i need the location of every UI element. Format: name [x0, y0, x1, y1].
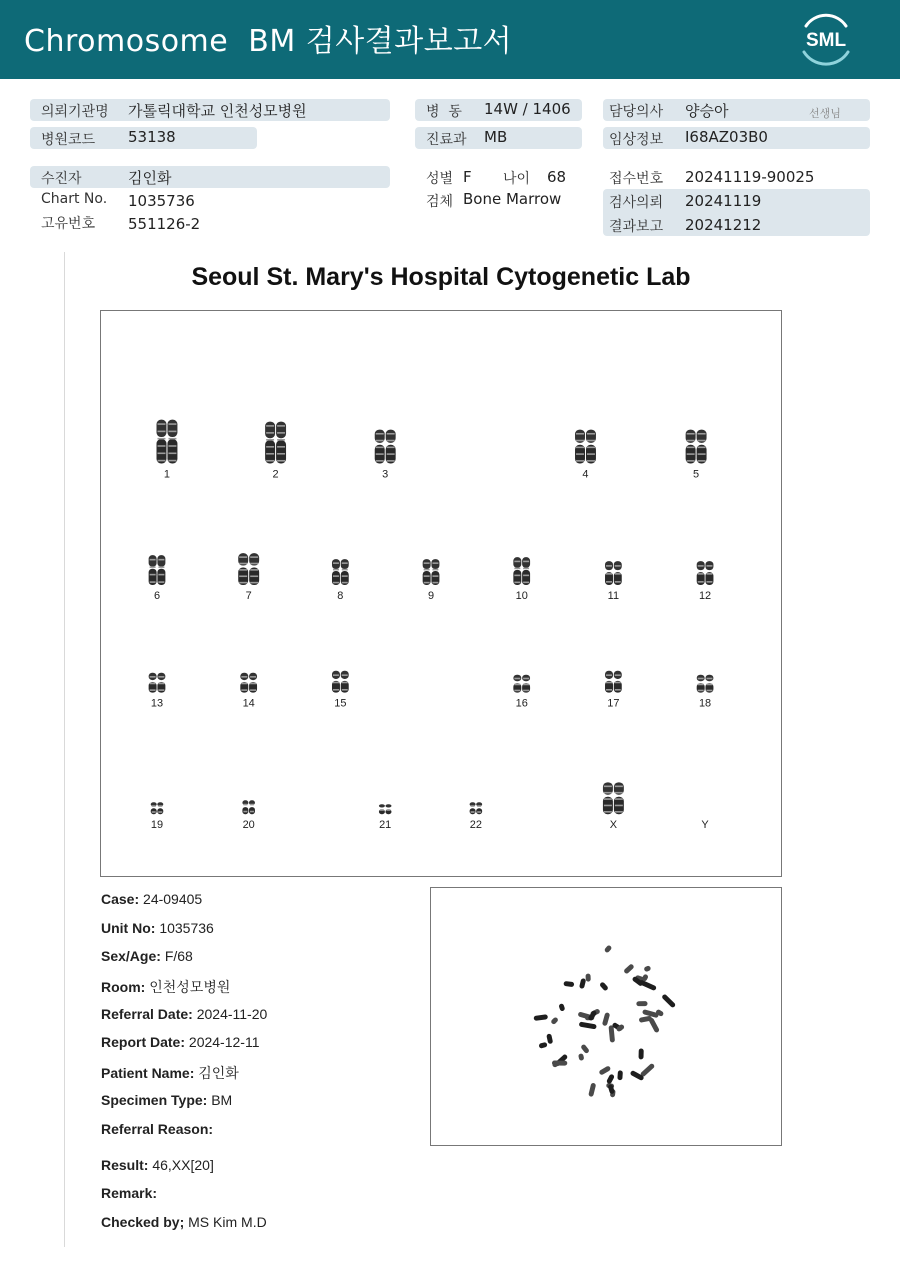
chromosome-label-21: 21 — [379, 819, 392, 832]
unique-id-value: 551126-2 — [128, 215, 201, 233]
chromosome-label-10: 10 — [515, 589, 528, 602]
chromosome-label-13: 13 — [150, 697, 164, 710]
metaphase-chromosome — [623, 963, 635, 974]
unit-value: 1035736 — [159, 920, 214, 936]
chromosome-pair-19 — [151, 802, 164, 814]
chromosome-label-3: 3 — [382, 468, 389, 481]
patient-label: 수진자 — [41, 171, 82, 187]
chromosome-pair-9 — [423, 559, 440, 585]
chromosome-label-Y: Y — [701, 819, 709, 832]
chromosome-pair-14 — [240, 673, 257, 693]
chromosome-label-8: 8 — [337, 589, 344, 602]
patient-value: 김인화 — [128, 169, 172, 187]
referral-date-field: Referral Date: 2024-11-20 — [101, 1006, 268, 1022]
referral-date-value: 2024-11-20 — [196, 1006, 268, 1022]
chromosome-pair-21 — [379, 804, 392, 814]
chromosome-pair-20 — [242, 800, 255, 814]
chromosome-pair-11 — [605, 561, 622, 585]
hospital-code-value: 53138 — [128, 128, 176, 146]
metaphase-chromosome — [598, 1065, 611, 1075]
chart-label: Chart No. — [41, 191, 108, 207]
metaphase-chromosome — [639, 1048, 644, 1059]
svg-text:SML: SML — [805, 30, 847, 51]
metaphase-chromosome — [640, 1063, 656, 1078]
chromosome-label-18: 18 — [698, 697, 712, 710]
chromosome-pair-13 — [149, 673, 166, 693]
chromosome-label-9: 9 — [427, 589, 435, 602]
age-value: 68 — [547, 168, 567, 186]
unit-field: Unit No: 1035736 — [101, 920, 214, 936]
patient-name-value: 김인화 — [198, 1065, 239, 1081]
result-value: 46,XX[20] — [152, 1157, 214, 1173]
remark-field: Remark: — [101, 1185, 158, 1201]
dept-label: 진료과 — [426, 132, 467, 148]
metaphase-chromosome — [579, 978, 586, 989]
chromosome-pair-7 — [238, 553, 259, 585]
karyotype-panel — [100, 310, 782, 877]
chromosome-pair-2 — [265, 422, 286, 464]
chromosome-pair-17 — [605, 671, 622, 693]
specimen-type-value: BM — [211, 1092, 233, 1108]
chromosome-pair-1 — [157, 420, 178, 464]
report-date-label: 결과보고 — [609, 219, 664, 235]
metaphase-chromosome — [602, 1012, 610, 1026]
doctor-value: 양승아 — [685, 102, 729, 120]
metaphase-chromosome — [580, 1044, 590, 1055]
sex-label: 성별 — [426, 171, 454, 187]
age-label: 나이 — [503, 171, 531, 187]
metaphase-chromosome — [648, 1017, 660, 1033]
metaphase-chromosome — [617, 1070, 623, 1080]
report-left-rule — [64, 252, 65, 1247]
chromosome-pair-22 — [470, 802, 483, 814]
chromosome-label-6: 6 — [153, 589, 161, 602]
chromosome-label-12: 12 — [698, 589, 712, 602]
chromosome-label-20: 20 — [242, 819, 255, 832]
chromosome-label-15: 15 — [334, 697, 347, 710]
clinical-label: 임상정보 — [609, 132, 664, 148]
chromosome-pair-12 — [697, 561, 714, 585]
metaphase-chromosome — [606, 1073, 615, 1084]
doctor-label: 담당의사 — [609, 104, 664, 120]
chromosome-pair-15 — [332, 671, 349, 693]
metaphase-chromosome — [588, 1083, 596, 1098]
metaphase-chromosome — [533, 1014, 548, 1021]
chromosome-pair-6 — [149, 555, 166, 585]
sml-logo — [796, 10, 856, 68]
chromosome-label-16: 16 — [515, 697, 528, 710]
room-field: Room: 인천성모병원 — [101, 979, 231, 995]
chromosome-label-17: 17 — [607, 697, 620, 710]
chromosome-pair-8 — [332, 559, 349, 585]
metaphase-chromosome — [636, 1001, 647, 1006]
chromosome-pair-16 — [513, 675, 530, 693]
metaphase-chromosome — [558, 1003, 565, 1012]
report-date-field: Report Date: 2024-12-11 — [101, 1034, 260, 1050]
chromosome-label-1: 1 — [163, 468, 171, 481]
metaphase-chromosome — [585, 973, 590, 981]
report-header — [0, 0, 900, 79]
patient-box — [30, 166, 390, 188]
referral-reason-field: Referral Reason: — [101, 1121, 214, 1137]
chromosome-label-2: 2 — [272, 468, 279, 481]
doctor-suffix: 선생님 — [809, 107, 841, 120]
unique-id-label: 고유번호 — [41, 216, 96, 232]
chromosome-label-22: 22 — [469, 819, 482, 832]
specimen-label: 검체 — [426, 194, 454, 210]
metaphase-chromosome — [599, 981, 609, 991]
specimen-value: Bone Marrow — [463, 190, 562, 208]
chromosome-pair-4 — [575, 430, 596, 464]
chromosome-label-5: 5 — [693, 468, 700, 481]
metaphase-chromosome — [579, 1022, 597, 1030]
chromosome-pair-5 — [686, 430, 707, 464]
metaphase-chromosome — [550, 1016, 559, 1025]
report-date-value-2: 2024-12-11 — [188, 1034, 260, 1050]
metaphase-chromosome — [604, 944, 613, 953]
result-field: Result: 46,XX[20] — [101, 1157, 214, 1173]
metaphase-chromosome — [546, 1033, 553, 1044]
patient-name-field: Patient Name: 김인화 — [101, 1065, 239, 1081]
dept-value: MB — [484, 128, 508, 146]
case-value: 24-09405 — [143, 891, 203, 907]
chromosome-label-7: 7 — [245, 589, 252, 602]
receipt-label: 접수번호 — [609, 171, 664, 187]
case-field: Case: 24-09405 — [101, 891, 203, 907]
metaphase-chromosome — [643, 965, 651, 972]
chromosome-pair-10 — [513, 557, 530, 585]
hospital-code-label: 병원코드 — [41, 132, 96, 148]
metaphase-image — [430, 887, 782, 1146]
metaphase-chromosome — [538, 1042, 547, 1049]
chromosome-pair-3 — [375, 430, 396, 464]
request-value: 20241119 — [685, 192, 762, 210]
ward-value: 14W / 1406 — [484, 100, 571, 118]
specimen-type-field: Specimen Type: BM — [101, 1092, 233, 1108]
chromosome-label-19: 19 — [150, 819, 164, 832]
metaphase-chromosome — [578, 1053, 584, 1061]
lab-title: Seoul St. Mary's Hospital Cytogenetic Lab — [191, 263, 691, 291]
institution-label: 의뢰기관명 — [41, 104, 109, 120]
receipt-value: 20241119-90025 — [685, 168, 815, 186]
chart-value: 1035736 — [128, 192, 195, 210]
sexage-value: F/68 — [164, 948, 193, 964]
checked-value: MS Kim M.D — [188, 1214, 267, 1230]
chromosome-label-4: 4 — [582, 468, 589, 481]
sexage-field: Sex/Age: F/68 — [101, 948, 193, 964]
report-title: Chromosome BM 검사결과보고서 — [24, 24, 513, 59]
request-label: 검사의뢰 — [609, 195, 664, 211]
metaphase-chromosome — [563, 981, 574, 987]
sex-value: F — [463, 168, 472, 186]
chromosome-label-X: X — [609, 819, 618, 832]
metaphase-chromosome — [661, 994, 676, 1009]
chromosome-label-14: 14 — [242, 697, 255, 710]
chromosome-pair-X — [603, 782, 624, 814]
checked-field: Checked by; MS Kim M.D — [101, 1214, 267, 1230]
room-value: 인천성모병원 — [149, 979, 231, 995]
chromosome-pair-18 — [697, 675, 714, 693]
clinical-value: I68AZ03B0 — [685, 128, 768, 146]
institution-value: 가톨릭대학교 인천성모병원 — [128, 102, 307, 120]
chromosome-label-11: 11 — [607, 589, 620, 602]
report-date-value: 20241212 — [685, 216, 762, 234]
ward-label: 병 동 — [426, 104, 462, 120]
metaphase-chromosome — [608, 1025, 615, 1043]
